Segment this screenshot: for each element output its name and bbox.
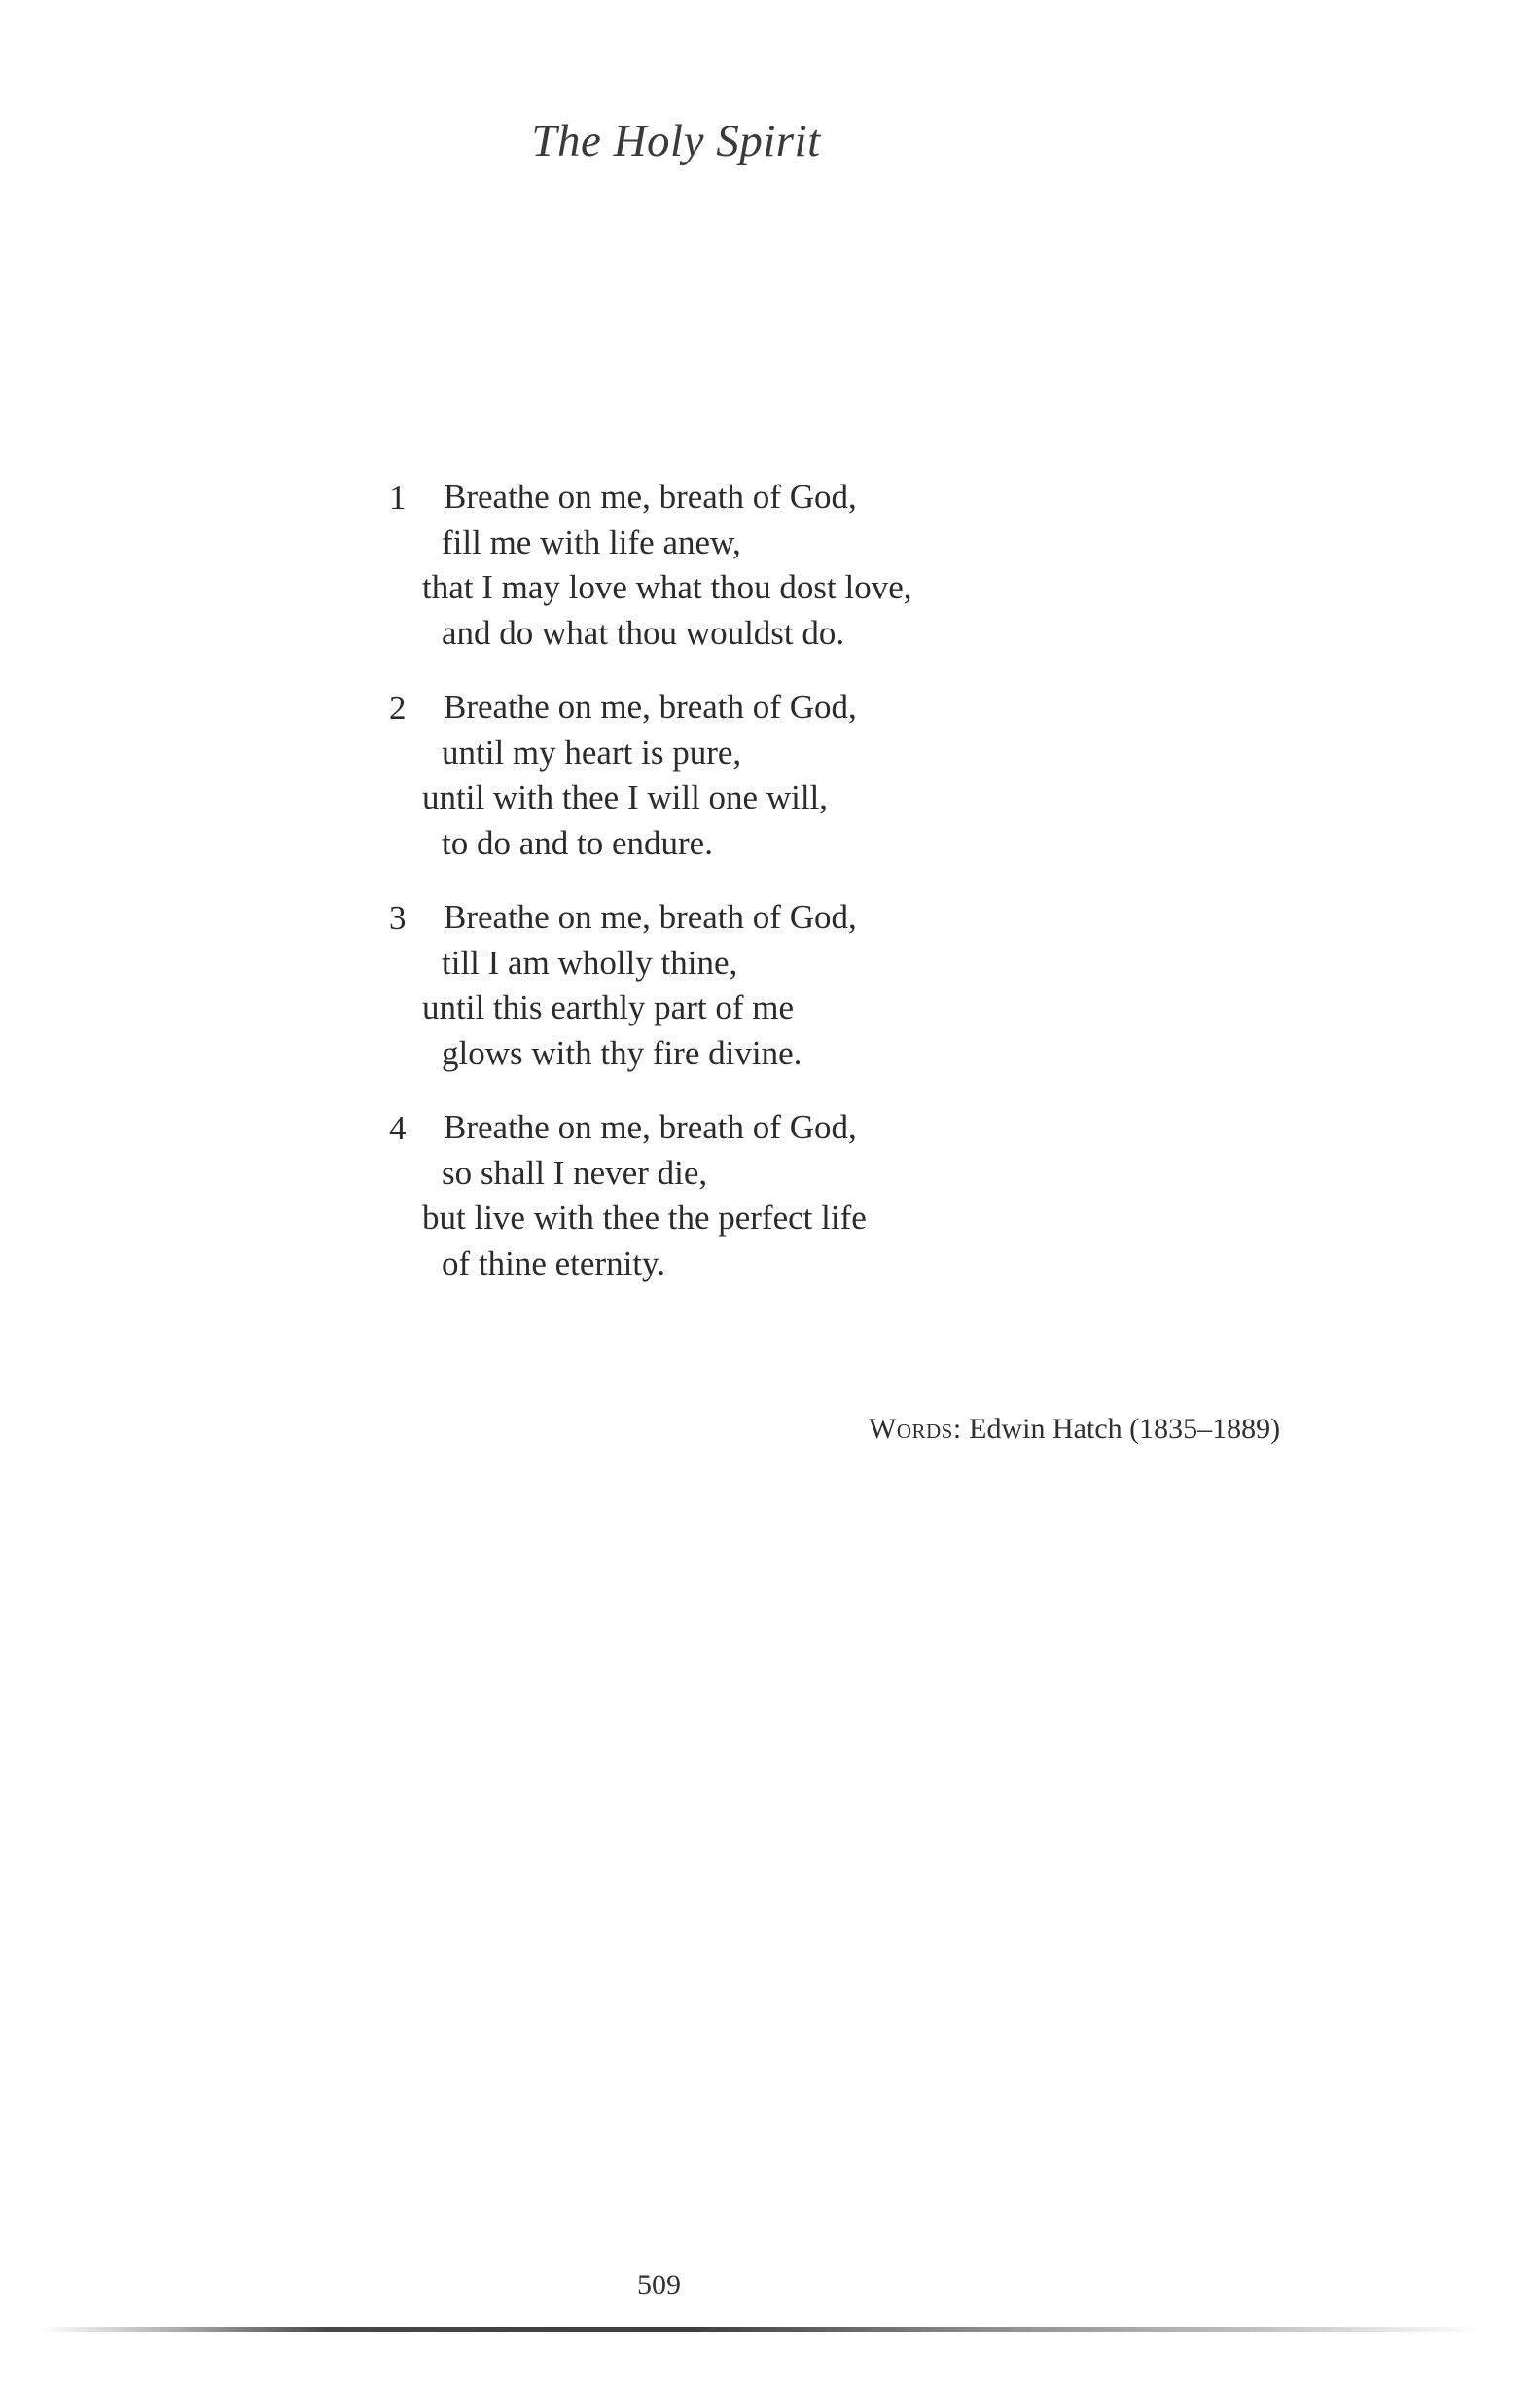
section-title: The Holy Spirit — [531, 116, 821, 166]
verse-4 — [389, 1105, 1070, 1286]
verse-line: Breathe on me, breath of God, — [444, 688, 857, 726]
verse-line: but live with thee the perfect life — [422, 1199, 867, 1237]
verse-1 — [389, 475, 1070, 656]
verse-3 — [389, 895, 1070, 1076]
verse-line: Breathe on me, breath of God, — [444, 898, 857, 936]
verse-number: 3 — [389, 899, 407, 937]
verse-line: until with thee I will one will, — [422, 778, 829, 816]
words-attribution — [869, 1413, 1280, 1446]
verse-line: of thine eternity. — [442, 1243, 666, 1282]
verse-line: so shall I never die, — [442, 1153, 708, 1192]
verse-line: Breathe on me, breath of God, — [444, 478, 857, 516]
verse-line: until this earthly part of me — [422, 988, 794, 1026]
footer-rule — [39, 2327, 1479, 2332]
verse-line: glows with thy fire divine. — [442, 1033, 802, 1072]
page-number: 509 — [637, 2269, 681, 2301]
verse-line: that I may love what thou dost love, — [422, 568, 912, 606]
verse-line: to do and to endure. — [442, 823, 713, 862]
verse-number: 2 — [389, 689, 407, 727]
verse-number: 4 — [389, 1109, 407, 1147]
attribution-label: Words: — [869, 1413, 962, 1445]
verse-line: till I am wholly thine, — [442, 943, 738, 982]
verse-number: 1 — [389, 479, 407, 517]
hymn-text — [389, 475, 1070, 1315]
attribution-text: Edwin Hatch (1835–1889) — [969, 1413, 1281, 1445]
verse-2 — [389, 685, 1070, 866]
verse-line: fill me with life anew, — [442, 522, 741, 561]
verse-line: until my heart is pure, — [442, 733, 742, 772]
verse-line: Breathe on me, breath of God, — [444, 1108, 857, 1146]
verse-line: and do what thou wouldst do. — [442, 613, 845, 652]
